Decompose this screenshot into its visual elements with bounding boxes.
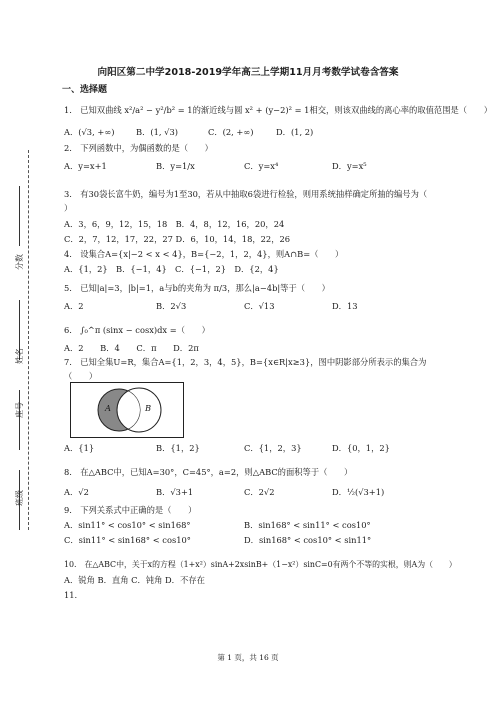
- q9-option-a: A．sin11° < cos10° < sin168°: [64, 520, 191, 530]
- score-label: 分数: [15, 254, 24, 270]
- q7-option-b: B．{1，2}: [156, 443, 200, 453]
- venn-label-a: A: [105, 403, 111, 413]
- q10-stem: 10. 在△ABC中，关于x的方程（1+x²）sinA+2xsinB+（1−x²）sinC=0有两个不等的实根，则A为（ ）: [64, 560, 457, 569]
- q8-option-a: A．√2: [64, 487, 89, 497]
- q6-stem: 6. ∫₀^π (sinx − cosx)dx =（ ）: [64, 325, 210, 335]
- q8-option-d: D．½(√3+1): [332, 487, 385, 497]
- q9-option-d: D．sin168° < cos10° < sin11°: [244, 535, 372, 545]
- student-no-label: 座号: [15, 402, 24, 418]
- score-underline: [19, 186, 20, 246]
- page-footer: 第 1 页，共 16 页: [217, 653, 279, 662]
- name-label: 姓名: [15, 348, 24, 364]
- binding-line: [28, 150, 29, 530]
- q4-stem: 4. 设集合A={x|−2 < x < 4}，B={−2，1，2，4}，则A∩B=（ ）: [64, 249, 344, 259]
- q2-option-c: C．y=x⁴: [244, 161, 279, 171]
- q5-option-a: A．2: [64, 301, 84, 311]
- q2-option-b: B．y=1/x: [156, 161, 195, 171]
- q2-option-d: D．y=x⁵: [332, 161, 367, 171]
- student-no-underline: [19, 390, 20, 450]
- q7-option-a: A．{1}: [64, 443, 95, 453]
- q1-option-d: D．(1, 2): [276, 127, 314, 137]
- q3-options-ab: A．3，6，9，12，15，18 B．4，8，12，16，20，24: [64, 219, 285, 229]
- q5-option-d: D．13: [332, 301, 358, 311]
- q9-option-c: C．sin11° < sin168° < cos10°: [64, 535, 191, 545]
- q9-stem: 9. 下列关系式中正确的是（ ）: [64, 505, 197, 515]
- q5-option-c: C．√13: [244, 301, 275, 311]
- class-label: 班级: [15, 490, 24, 506]
- q8-stem: 8. 在△ABC中，已知A=30°，C=45°，a=2，则△ABC的面积等于（ ）: [64, 467, 353, 477]
- q7-option-d: D．{0，1，2}: [332, 443, 390, 453]
- venn-svg: [71, 383, 183, 437]
- q10-options: A．锐角 B．直角 C．钝角 D．不存在: [64, 575, 205, 585]
- q2-stem: 2. 下列函数中，为偶函数的是（ ）: [64, 143, 213, 153]
- q1-option-a: A．(√3, +∞): [64, 127, 115, 137]
- q2-option-a: A．y=x+1: [64, 161, 107, 171]
- page-title: 向阳区第二中学2018-2019学年高三上学期11月月考数学试卷含答案: [97, 67, 399, 78]
- q3-options-cd: C．2，7，12，17，22，27 D．6，10，14，18，22，26: [64, 234, 291, 244]
- q5-option-b: B．2√3: [156, 301, 187, 311]
- section-heading: 一、选择题: [62, 85, 108, 95]
- q7-option-c: C．{1，2，3}: [244, 443, 302, 453]
- q3-stem-end: ）: [64, 203, 73, 213]
- q4-options: A．{1，2} B．{−1，4} C．{−1，2} D．{2，4}: [64, 264, 279, 274]
- q1-option-b: B．(1, √3): [136, 127, 178, 137]
- venn-label-b: B: [145, 403, 152, 413]
- q6-options: A．2 B．4 C．π D．2π: [64, 343, 199, 353]
- q7-stem-end: （ ）: [64, 371, 98, 381]
- q7-stem: 7. 已知全集U=R，集合A={1，2，3，4，5}，B={x∈R|x≥3}，图中阴影部分所表示的集合为: [64, 357, 427, 367]
- q11-stem: 11.: [64, 590, 78, 600]
- q8-option-b: B．√3+1: [156, 487, 194, 497]
- q5-stem: 5. 已知|a|=3，|b|=1，a与b的夹角为 π/3，那么|a−4b|等于（ ）: [64, 283, 330, 293]
- q8-option-c: C．2√2: [244, 487, 275, 497]
- venn-diagram: [70, 382, 184, 438]
- q3-stem: 3. 有30袋长富牛奶，编号为1至30，若从中抽取6袋进行检验，则用系统抽样确定所抽的编号为（: [64, 189, 428, 199]
- q1-stem: 1. 已知双曲线 x²/a² − y²/b² = 1的渐近线与圆 x² + (y−2)² = 1相交，则该双曲线的离心率的取值范围是（ ）: [64, 105, 492, 115]
- q9-option-b: B．sin168° < sin11° < cos10°: [244, 520, 371, 530]
- q1-option-c: C．(2, +∞): [208, 127, 254, 137]
